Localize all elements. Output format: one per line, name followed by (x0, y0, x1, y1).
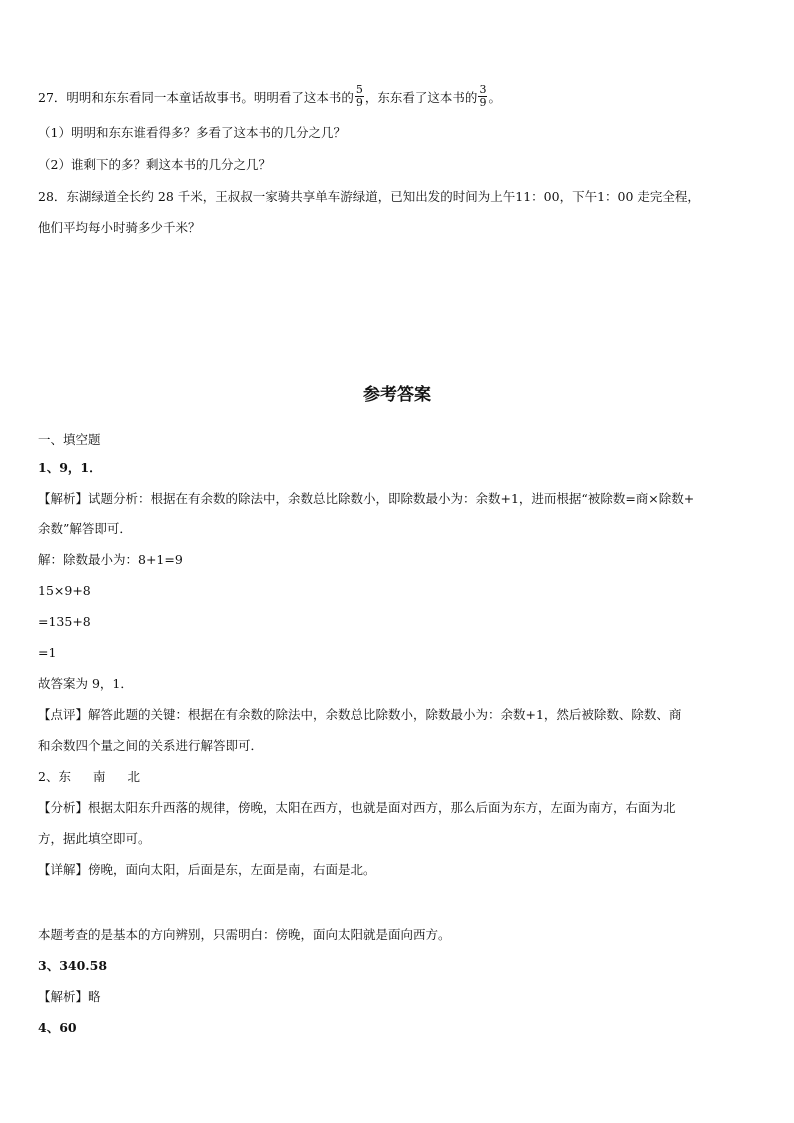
answer-1-solution-3: =135+8 (38, 614, 91, 629)
answer-1-solution-1: 解：除数最小为：8+1=9 (38, 552, 183, 567)
answer-1: 1、9，1． (38, 460, 102, 475)
fraction-three-ninths (478, 84, 487, 109)
answer-1-solution-2: 15×9+8 (38, 583, 91, 598)
answer-1-comment-2: 和余数四个量之间的关系进行解答即可． (38, 738, 264, 753)
answer-2-analysis-1: 【分析】根据太阳东升西落的规律，傍晚，太阳在西方，也就是面对西方，那么后面为东方，左面为南方，右面为北 (38, 800, 676, 815)
answer-2-analysis-2: 方，据此填空即可。 (38, 831, 151, 846)
q27-middle: ，东东看了这本书的 (364, 90, 478, 105)
answer-4: 4、60 (38, 1020, 77, 1035)
answer-1-comment-1: 【点评】解答此题的关键：根据在有余数的除法中，余数总比除数小，除数最小为：余数+1，然后被除数、除数、商 (38, 707, 682, 722)
q27-suffix: 。 (488, 90, 501, 105)
q27-subquestion-2: （2）谁剩下的多？剩这本书的几分之几？ (38, 157, 271, 172)
answer-1-solution-4: =1 (38, 645, 57, 660)
answer-3: 3、340.58 (38, 958, 108, 973)
fraction-denominator: 9 (355, 96, 363, 109)
section-fill-in-blank: 一、填空题 (38, 432, 101, 447)
answer-2-north: 北 (127, 769, 140, 784)
q28-line-1: 28．东湖绿道全长约 28 千米，王叔叔一家骑共享单车游绿道，已知出发的时间为上午11：00，下午1：00 走完全程， (38, 189, 700, 204)
fraction-denominator: 9 (479, 96, 487, 109)
fraction-numerator: 5 (355, 83, 363, 96)
q27-prefix: 27．明明和东东看同一本童话故事书。明明看了这本书的 (38, 90, 354, 105)
answer-2-east: 2、东 (38, 769, 71, 784)
fraction-numerator: 3 (479, 83, 487, 96)
answer-2-detail: 【详解】傍晚，面向太阳，后面是东，左面是南，右面是北。 (38, 862, 376, 877)
answers-title: 参考答案 (363, 385, 431, 405)
answer-2 (38, 769, 140, 785)
q27-subquestion-1: （1）明明和东东谁看得多？多看了这本书的几分之几？ (38, 125, 346, 140)
answer-1-analysis-2: 余数”解答即可． (38, 521, 132, 536)
answer-1-result: 故答案为 9，1． (38, 676, 133, 691)
answer-3-analysis: 【解析】略 (38, 989, 101, 1004)
answer-2-south: 南 (92, 769, 106, 784)
q28-line-2: 他们平均每小时骑多少千米？ (38, 220, 201, 235)
fraction-five-ninths (355, 84, 364, 109)
answer-1-analysis-1: 【解析】试题分析：根据在有余数的除法中，余数总比除数小，即除数最小为：余数+1，进而根据“被除数=商×除数+ (38, 491, 695, 506)
q27-line (38, 83, 501, 111)
answer-2-note: 本题考查的是基本的方向辨别，只需明白：傍晚，面向太阳就是面向西方。 (38, 927, 451, 942)
